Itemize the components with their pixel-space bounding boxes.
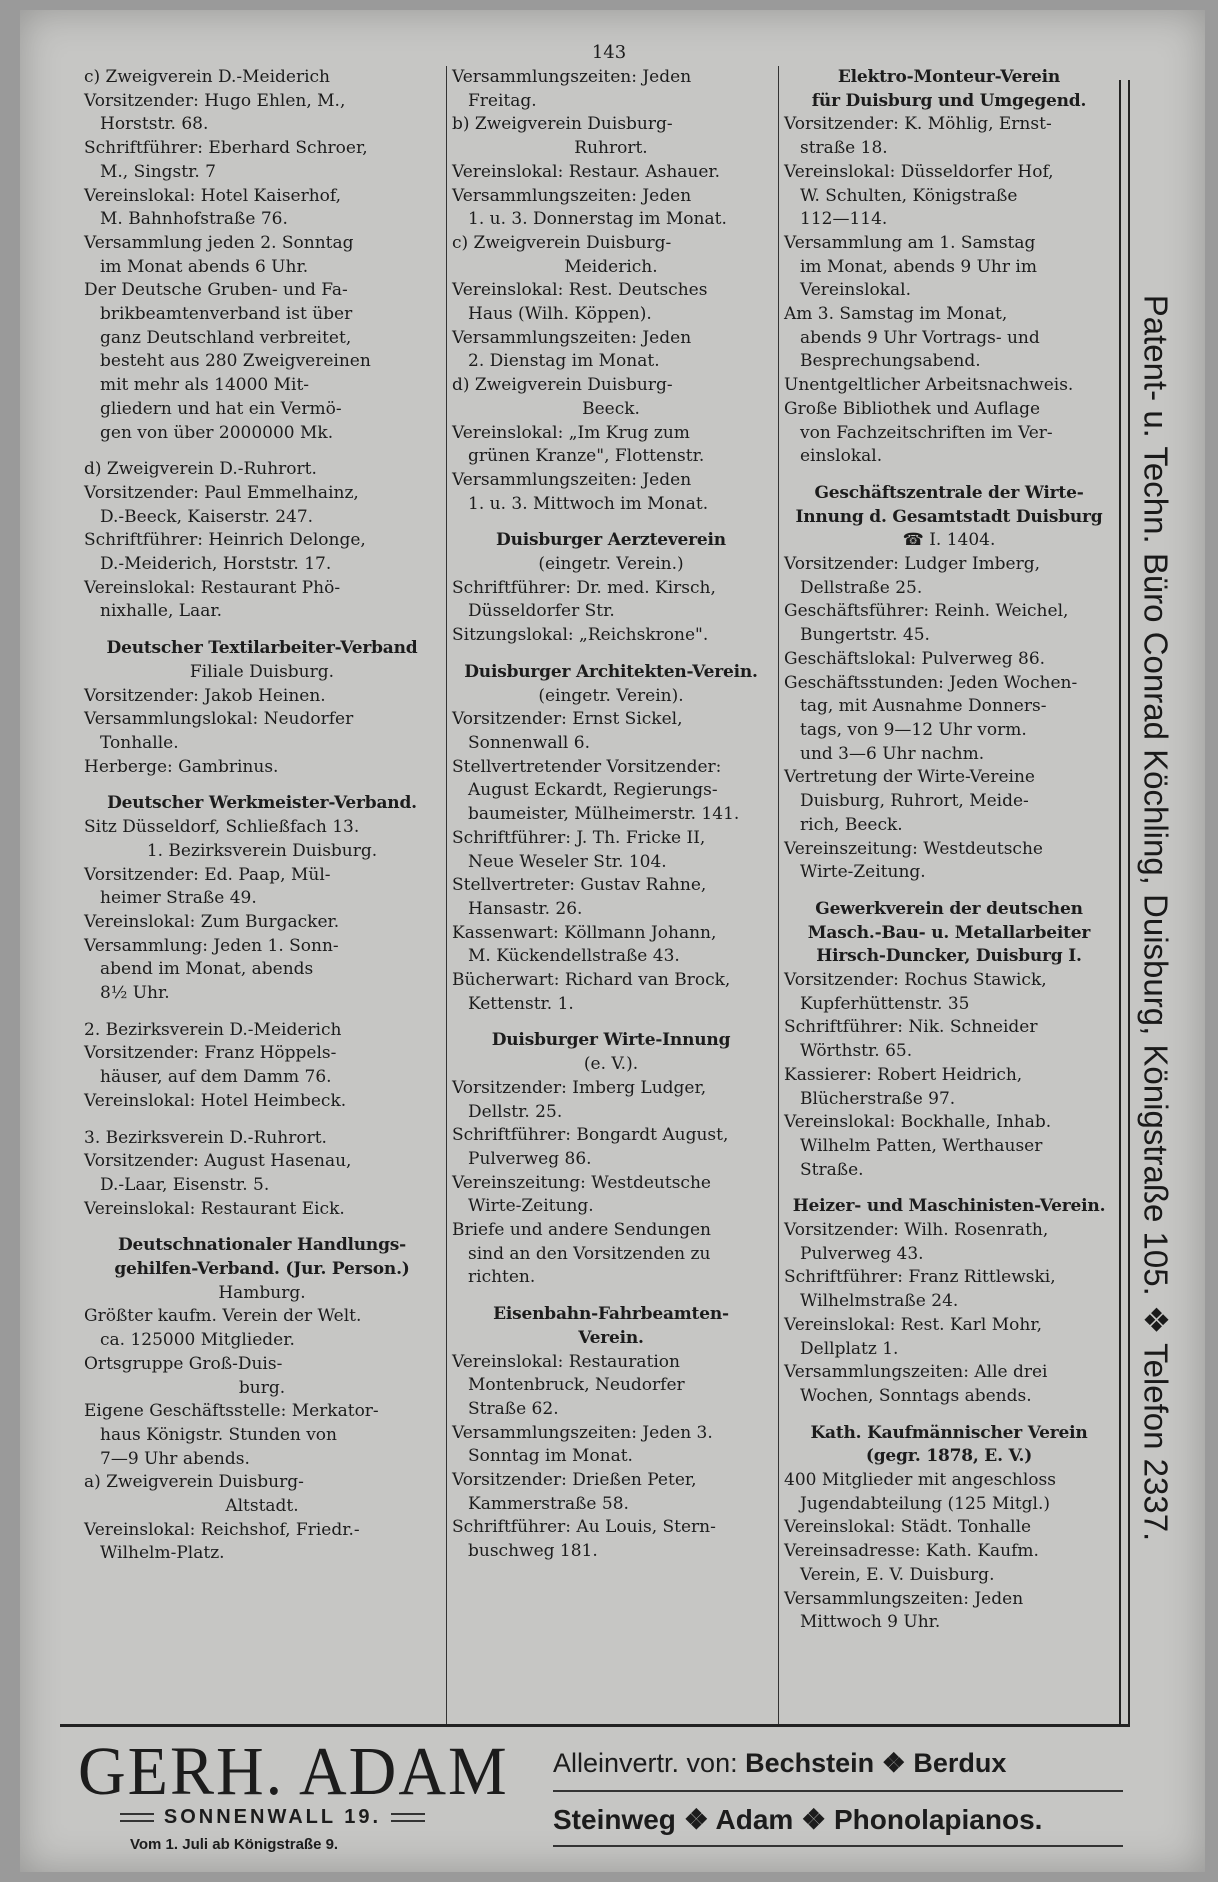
- spacer: [784, 1182, 1114, 1195]
- text-line: Vorsitzender: Paul Emmelhainz,: [84, 482, 359, 503]
- text-line: Vorsitzender: Rochus Stawick,: [784, 970, 1047, 991]
- spacer: [784, 885, 1114, 898]
- text-line: haus Königstr. Stunden von: [100, 1424, 337, 1445]
- text-line: brikbeamtenverband ist über: [100, 304, 353, 325]
- text-line: Wirte-Zeitung.: [800, 862, 926, 883]
- text-line: Schriftführer: Franz Rittlewski,: [784, 1267, 1056, 1288]
- text-line: Versammlung jeden 2. Sonntag: [84, 232, 354, 253]
- text-line: (eingetr. Verein.): [538, 554, 684, 575]
- text-line: Sonntag im Monat.: [468, 1446, 633, 1467]
- text-line: W. Schulten, Königstraße: [800, 185, 1018, 206]
- text-line: mit mehr als 14000 Mit-: [100, 375, 310, 396]
- section-heading: Elektro-Monteur-Verein: [837, 67, 1061, 87]
- text-line: Vorsitzender: Franz Höppels-: [84, 1043, 337, 1064]
- text-line: grünen Kranze", Flottenstr.: [468, 446, 705, 467]
- text-line: Kammerstraße 58.: [468, 1493, 629, 1514]
- text-line: Freitag.: [468, 90, 537, 111]
- spacer: [84, 1006, 440, 1019]
- text-line: Vereinslokal: Rest. Karl Mohr,: [784, 1314, 1043, 1335]
- text-line: Wilhelm Patten, Werthauser: [800, 1135, 1043, 1156]
- text-line: Vorsitzender: K. Möhlig, Ernst-: [784, 114, 1052, 135]
- section-heading: Deutschnationaler Handlungs-: [117, 1235, 406, 1256]
- section-heading: Deutscher Textilarbeiter-Verband: [106, 638, 418, 659]
- advert-agency-prefix: Alleinvertr. von:: [553, 1748, 738, 1778]
- text-line: Versammlungszeiten: Jeden: [784, 1588, 1024, 1609]
- text-line: Schriftführer: J. Th. Fricke II,: [452, 827, 706, 848]
- text-line: (eingetr. Verein).: [538, 685, 684, 706]
- text-line: richten.: [468, 1267, 536, 1288]
- section-heading: Duisburger Wirte-Innung: [491, 1030, 731, 1051]
- text-line: Pulverweg 43.: [800, 1243, 924, 1264]
- text-line: Vereinszeitung: Westdeutsche: [784, 838, 1043, 859]
- text-line: 2. Bezirksverein D.-Meiderich: [84, 1019, 342, 1040]
- text-line: 2. Dienstag im Monat.: [468, 351, 660, 372]
- text-line: M., Singstr. 7: [100, 161, 216, 182]
- text-line: Sitzungslokal: „Reichskrone".: [452, 625, 709, 646]
- text-line: Vereinslokal: Restauration: [452, 1351, 680, 1372]
- column-divider: [778, 66, 779, 1724]
- text-line: sind an den Vorsitzenden zu: [468, 1243, 711, 1264]
- text-line: Kupferhüttenstr. 35: [800, 993, 970, 1014]
- text-line: Vereinslokal: Restaurant Eick.: [84, 1198, 345, 1219]
- section-heading: für Duisburg und Umgegend.: [811, 90, 1087, 111]
- advert-move-notice: Vom 1. Juli ab Königstraße 9.: [130, 1836, 339, 1853]
- text-line: gliedern und hat ein Vermö-: [100, 398, 342, 419]
- text-line: Dellplatz 1.: [800, 1338, 899, 1359]
- text-line: Vorsitzender: Imberg Ludger,: [452, 1077, 707, 1098]
- spacer: [784, 469, 1114, 482]
- text-line: Große Bibliothek und Auflage: [784, 398, 1041, 419]
- text-line: Hansastr. 26.: [468, 898, 583, 919]
- text-line: Straße 62.: [468, 1398, 559, 1419]
- text-line: und 3—6 Uhr nachm.: [800, 743, 985, 764]
- text-line: Schriftführer: Bongardt August,: [452, 1125, 729, 1146]
- text-line: Vorsitzender: Wilh. Rosenrath,: [784, 1220, 1049, 1241]
- text-line: Schriftführer: Dr. med. Kirsch,: [452, 577, 716, 598]
- section-heading: Heizer- und Maschinisten-Verein.: [792, 1196, 1106, 1217]
- text-line: Der Deutsche Gruben- und Fa-: [84, 280, 348, 301]
- text-line: Neue Weseler Str. 104.: [468, 851, 667, 872]
- side-banner-advert: Patent- u. Techn. Büro Conrad Köchling, Duisburg, Königstraße 105. ❖ Telefon 2337.: [1137, 294, 1175, 1542]
- section-heading: gehilfen-Verband. (Jur. Person.): [114, 1259, 410, 1280]
- text-line: besteht aus 280 Zweigvereinen: [100, 351, 371, 372]
- text-line: Geschäftsstunden: Jeden Wochen-: [784, 672, 1078, 693]
- advert-brands-line: Steinweg ❖ Adam ❖ Phonolapianos.: [553, 1804, 1043, 1835]
- spacer: [84, 779, 440, 792]
- text-line: einslokal.: [800, 446, 883, 467]
- text-line: Beeck.: [582, 398, 640, 419]
- border-line: [1119, 80, 1121, 1725]
- section-heading: Gewerkverein der deutschen: [815, 898, 1083, 919]
- text-line: c) Zweigverein Duisburg-: [452, 232, 672, 253]
- text-line: nixhalle, Laar.: [100, 601, 223, 622]
- text-line: Dellstr. 25.: [468, 1101, 563, 1122]
- text-line: Sonnenwall 6.: [468, 732, 590, 753]
- text-line: Versammlung am 1. Samstag: [784, 232, 1036, 253]
- text-line: Verein, E. V. Duisburg.: [800, 1564, 995, 1585]
- text-line: D.-Laar, Eisenstr. 5.: [100, 1174, 270, 1195]
- text-line: Vorsitzender: Ed. Paap, Mül-: [84, 864, 331, 885]
- text-line: Herberge: Gambrinus.: [84, 756, 279, 777]
- text-line: Größter kaufm. Verein der Welt.: [84, 1306, 362, 1327]
- column-1: [84, 66, 440, 1566]
- advert-rule: [60, 1724, 1130, 1727]
- text-line: Briefe und andere Sendungen: [452, 1220, 712, 1241]
- text-line: Horststr. 68.: [100, 114, 209, 135]
- text-line: Vereinslokal: Rest. Deutsches: [452, 280, 708, 301]
- text-line: häuser, auf dem Damm 76.: [100, 1067, 332, 1088]
- text-line: Versammlungszeiten: Jeden: [452, 185, 692, 206]
- text-line: im Monat, abends 9 Uhr im: [800, 256, 1037, 277]
- section-heading: Masch.-Bau- u. Metallarbeiter: [807, 922, 1091, 943]
- section-heading: Eisenbahn-Fahrbeamten-: [493, 1304, 729, 1325]
- text-line: Kassierer: Robert Heidrich,: [784, 1064, 1023, 1085]
- text-line: Am 3. Samstag im Monat,: [784, 304, 1008, 325]
- text-line: Sitz Düsseldorf, Schließfach 13.: [84, 817, 360, 838]
- text-line: Geschäftsführer: Reinh. Weichel,: [784, 601, 1069, 622]
- text-line: Pulverweg 86.: [468, 1148, 592, 1169]
- section-heading: Duisburger Aerzteverein: [496, 530, 726, 551]
- spacer: [452, 516, 770, 529]
- text-line: Vorsitzender: Drießen Peter,: [452, 1470, 697, 1491]
- text-line: Versammlungszeiten: Jeden: [452, 327, 692, 348]
- spacer: [84, 624, 440, 637]
- text-line: Vereinslokal: „Im Krug zum: [452, 422, 690, 443]
- text-line: Jugendabteilung (125 Mitgl.): [800, 1493, 1051, 1514]
- text-line: Montenbruck, Neudorfer: [468, 1375, 685, 1396]
- text-line: Vereinszeitung: Westdeutsche: [452, 1172, 711, 1193]
- text-line: im Monat abends 6 Uhr.: [100, 256, 309, 277]
- text-line: 3. Bezirksverein D.-Ruhrort.: [84, 1127, 327, 1148]
- text-line: Vorsitzender: Ludger Imberg,: [784, 554, 1041, 575]
- text-line: Versammlung: Jeden 1. Sonn-: [84, 935, 339, 956]
- text-line: abends 9 Uhr Vortrags- und: [800, 327, 1040, 348]
- text-line: tag, mit Ausnahme Donners-: [800, 696, 1047, 717]
- section-heading: Duisburger Architekten-Verein.: [464, 661, 758, 682]
- text-line: Versammlungszeiten: Jeden 3.: [452, 1422, 713, 1443]
- text-line: Vereinslokal: Düsseldorfer Hof,: [784, 161, 1054, 182]
- text-line: Altstadt.: [225, 1496, 299, 1517]
- text-line: a) Zweigverein Duisburg-: [84, 1472, 304, 1493]
- text-line: 400 Mitglieder mit angeschloss: [784, 1470, 1056, 1491]
- spacer: [452, 1290, 770, 1303]
- text-line: Schriftführer: Au Louis, Stern-: [452, 1517, 716, 1538]
- text-line: Eigene Geschäftsstelle: Merkator-: [84, 1401, 379, 1422]
- column-divider: [446, 66, 447, 1724]
- text-line: Besprechungsabend.: [800, 351, 981, 372]
- text-line: Bungertstr. 45.: [800, 625, 930, 646]
- text-line: burg.: [238, 1377, 286, 1398]
- section-heading: (gegr. 1878, E. V.): [865, 1446, 1033, 1467]
- section-heading: Hirsch-Duncker, Duisburg I.: [816, 946, 1082, 967]
- text-line: Blücherstraße 97.: [800, 1088, 956, 1109]
- text-line: d) Zweigverein D.-Ruhrort.: [84, 459, 317, 480]
- text-line: M. Kückendellstraße 43.: [468, 946, 680, 967]
- text-line: Vorsitzender: Jakob Heinen.: [84, 685, 326, 706]
- text-line: D.-Beeck, Kaiserstr. 247.: [100, 506, 314, 527]
- text-line: d) Zweigverein Duisburg-: [452, 375, 673, 396]
- text-line: Versammlungszeiten: Jeden: [452, 67, 692, 87]
- text-line: ☎ I. 1404.: [902, 530, 996, 551]
- text-line: 112—114.: [800, 209, 888, 230]
- text-line: Hamburg.: [218, 1282, 306, 1303]
- border-line: [1128, 80, 1130, 1725]
- text-line: Vertretung der Wirte-Vereine: [784, 767, 1035, 788]
- text-line: Schriftführer: Eberhard Schroer,: [84, 138, 368, 159]
- advert-rule: [553, 1845, 1123, 1847]
- text-line: Wirte-Zeitung.: [468, 1196, 594, 1217]
- text-line: Versammlungszeiten: Jeden: [452, 469, 692, 490]
- text-line: Ortsgruppe Groß-Duis-: [84, 1353, 283, 1374]
- text-line: baumeister, Mülheimerstr. 141.: [468, 804, 740, 825]
- text-line: Tonhalle.: [100, 732, 179, 753]
- spacer: [452, 1016, 770, 1029]
- advert-agency-line: [553, 1748, 1006, 1779]
- text-line: Kassenwart: Köllmann Johann,: [452, 922, 717, 943]
- text-line: August Eckardt, Regierungs-: [468, 780, 718, 801]
- text-line: tags, von 9—12 Uhr vorm.: [800, 719, 1027, 740]
- advert-address: SONNENWALL 19.: [75, 1806, 470, 1829]
- text-line: rich, Beeck.: [800, 814, 903, 835]
- text-line: Versammlungslokal: Neudorfer: [84, 709, 354, 730]
- text-line: Unentgeltlicher Arbeitsnachweis.: [784, 375, 1074, 396]
- text-line: Kettenstr. 1.: [468, 993, 574, 1014]
- text-line: Vereinslokal: Hotel Kaiserhof,: [84, 185, 342, 206]
- text-line: Vereinslokal.: [800, 280, 912, 301]
- text-line: Vorsitzender: Hugo Ehlen, M.,: [84, 90, 346, 111]
- text-line: Vereinslokal: Restaurant Phö-: [84, 577, 341, 598]
- text-line: c) Zweigverein D.-Meiderich: [84, 67, 330, 87]
- text-line: 7—9 Uhr abends.: [100, 1448, 250, 1469]
- column-3: [784, 66, 1114, 1635]
- text-line: 1. u. 3. Donnerstag im Monat.: [468, 209, 727, 230]
- text-line: Geschäftslokal: Pulverweg 86.: [784, 648, 1046, 669]
- text-line: straße 18.: [800, 138, 888, 159]
- text-line: Mittwoch 9 Uhr.: [800, 1612, 941, 1633]
- text-line: gen von über 2000000 Mk.: [100, 422, 334, 443]
- advert-rule: [553, 1790, 1123, 1792]
- text-line: Vorsitzender: Ernst Sickel,: [452, 709, 683, 730]
- text-line: heimer Straße 49.: [100, 888, 257, 909]
- spacer: [84, 1221, 440, 1234]
- text-line: Straße.: [800, 1159, 864, 1180]
- text-line: buschweg 181.: [468, 1541, 598, 1562]
- text-line: Wörthstr. 65.: [800, 1041, 913, 1062]
- spacer: [784, 1409, 1114, 1422]
- text-line: Vereinslokal: Hotel Heimbeck.: [84, 1090, 347, 1111]
- text-line: (e. V.).: [583, 1054, 639, 1075]
- column-2: [452, 66, 770, 1564]
- text-line: Ruhrort.: [574, 138, 648, 159]
- text-line: Stellvertretender Vorsitzender:: [452, 756, 722, 777]
- text-line: Duisburg, Ruhrort, Meide-: [800, 791, 1029, 812]
- text-line: Dellstraße 25.: [800, 577, 923, 598]
- text-line: D.-Meiderich, Horststr. 17.: [100, 554, 332, 575]
- section-heading: Innung d. Gesamtstadt Duisburg: [795, 506, 1103, 527]
- text-line: Versammlungszeiten: Alle drei: [784, 1362, 1048, 1383]
- text-line: Vereinslokal: Restaur. Ashauer.: [452, 161, 721, 182]
- text-line: 1. u. 3. Mittwoch im Monat.: [468, 493, 709, 514]
- text-line: Schriftführer: Heinrich Delonge,: [84, 530, 366, 551]
- text-line: Vereinslokal: Reichshof, Friedr.-: [84, 1519, 360, 1540]
- spacer: [84, 445, 440, 458]
- text-line: 8½ Uhr.: [100, 983, 170, 1004]
- text-line: Schriftführer: Nik. Schneider: [784, 1017, 1038, 1038]
- text-line: ganz Deutschland verbreitet,: [100, 327, 352, 348]
- text-line: Vereinslokal: Städt. Tonhalle: [784, 1517, 1032, 1538]
- section-heading: Geschäftszentrale der Wirte-: [814, 482, 1084, 503]
- text-line: Meiderich.: [564, 256, 658, 277]
- text-line: Vereinslokal: Bockhalle, Inhab.: [784, 1112, 1052, 1133]
- text-line: von Fachzeitschriften im Ver-: [800, 422, 1053, 443]
- text-line: Filiale Duisburg.: [189, 661, 335, 682]
- advert-agency-brands: Bechstein ❖ Berdux: [745, 1748, 1007, 1778]
- text-line: ca. 125000 Mitglieder.: [100, 1330, 295, 1351]
- text-line: Haus (Wilh. Köppen).: [468, 304, 652, 325]
- advert-company-name: GERH. ADAM: [78, 1733, 509, 1810]
- text-line: Stellvertreter: Gustav Rahne,: [452, 875, 707, 896]
- text-line: Wilhelm-Platz.: [100, 1543, 225, 1564]
- spacer: [452, 648, 770, 661]
- page-number: 143: [591, 42, 627, 63]
- section-heading: Deutscher Werkmeister-Verband.: [107, 793, 417, 814]
- text-line: Wilhelmstraße 24.: [800, 1291, 959, 1312]
- section-heading: Kath. Kaufmännischer Verein: [810, 1422, 1088, 1443]
- text-line: Wochen, Sonntags abends.: [800, 1385, 1032, 1406]
- text-line: b) Zweigverein Duisburg-: [452, 114, 673, 135]
- section-heading: Verein.: [578, 1327, 644, 1348]
- text-line: Vereinslokal: Zum Burgacker.: [84, 911, 340, 932]
- text-line: abend im Monat, abends: [100, 959, 314, 980]
- text-line: Düsseldorfer Str.: [468, 601, 615, 622]
- text-line: Vereinsadresse: Kath. Kaufm.: [784, 1541, 1039, 1562]
- text-line: 1. Bezirksverein Duisburg.: [146, 840, 378, 861]
- text-line: M. Bahnhofstraße 76.: [100, 209, 288, 230]
- spacer: [84, 1114, 440, 1127]
- text-line: Vorsitzender: August Hasenau,: [84, 1151, 352, 1172]
- text-line: Bücherwart: Richard van Brock,: [452, 970, 731, 991]
